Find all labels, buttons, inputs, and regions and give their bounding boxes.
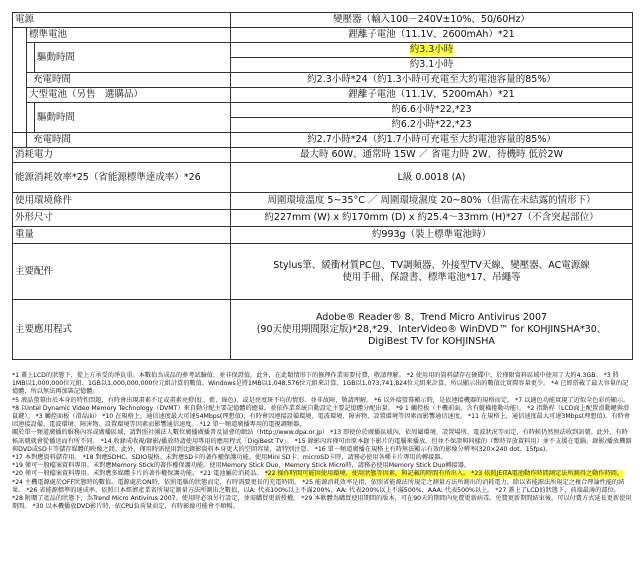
footnote-block: *5 液晶螢幕由於本身的特性問題，有時會出現畫素不足或畫素亮燈(紅、藍、綠色)，或是亮度斑不均的情形。並非故障，敬請理解。 *6 以外接螢幕顯示時，是依連接機器的規格而定。 *7 以適色功能實現了近似全色彩的顯示。 *8 以Intel Dynamic Video Memory Technology（DVMT）來自動分配主要記憶體的總量，並依作業系統自動設定主要記憶體分配出量。 *9 1 觸控板（主機前面、含有縱橫捲動功能）。 *2 指點桿（LCD面上配置滑動鍵與滑鼠鍵）。 *3 觸控面板（滑晶面） *10 在規格上，通信速度最大可達54Mbps(理想值)，有時會因連接設備環境、電波環境、障害物、設置環境等因素而影響通信速度。 *11 在規格上，通信速度最大可達3Mbps(理想值)。有時會因連接設備、電波環境、障害物、設置環境等因素而影響通信速度。 *12 單一頻道廣播專用的電視調頻器。	[12, 396, 630, 429]
value-large-runtime-2: 約6.2小時*22,*23	[231, 118, 633, 133]
footnote-block: *1 蓋上LCD的狀態下，從上方承受的淨負重。本數值為成品的參考試驗值，並非保證值。此外，在此類情形下的修理作業需要付費，敬請理解。 *2 使用用的資料儲存在硬碟中，於僅限資料區域中使用了大約4.3GB。 *3 將1MB以1,000,000位元組、1GB以1,000,000,000位元組計算的數值。Windows是將1MB以1,048,576位元組來計算、1GB以1,073,741,824位元組來計算，所以顯示出的數值比實際容量更少。 *4 已經搭載了最大容量的記憶體，所以無法再加裝記憶體。	[12, 372, 629, 396]
footnote-highlight: *22 操作時間可能因使用環境、使用狀態等因素，與記載的時間有所出入。 *23 依照JEITA電池動作時間測定法所測得之動作時間。	[264, 470, 624, 478]
label-dimensions: 外形尺寸	[13, 210, 231, 227]
value-software-1: Adobe® Reader® 8、Trend Micro Antivirus 2007	[315, 311, 548, 323]
footnote-block: 關於單一頻道廣播的服務內容或廣播區域，請對照社團法人數位廣播廣播普及協會的網站（http://www.dpa.or.jp） *13 即使位於廣播區域內，依周圍環境、設置場所、電波狀況等而定，有時候仍然無法收到訊號。此外，有時候訊號就會從播送而有所不同。 *14 收錄成收視/錄影/播放時請使用專用的應用程式「DigiBest TV」。 *15 錄影內容僅可由原本錄下影片的電腦來播放。但並不保證與同樣的（暫時存放資料用）並不支援在電腦、錄影/播放機器與DVD或SD卡等儲存媒體的映像之間。此外，僅用時需使用到比錄影資料本身更大的空間容量，請特別注意。 *16 單一頻道廣播在規格上有時無法顯示有效的影像分辨率(320×240 dot、15fps)。	[12, 429, 632, 453]
label-std-runtime: 驅動時間	[35, 43, 231, 73]
value-dimensions: 約227mm (W) x 約170mm (D) x 約25.4～33mm (H)*27（不含突起部位）	[231, 210, 633, 227]
value-accessories-2: 使用手冊、保證書、標準電池*17、吊繩等	[342, 271, 521, 283]
value-large-runtime-1: 約6.6小時*22,*23	[231, 103, 633, 118]
value-std-runtime-2: 約3.1小時	[231, 58, 633, 73]
footnote-block: *20 僅可一般檔案資料專用。未對應多媒體卡片的著作權保護功能。 *21 電池屬於消耗品。	[12, 470, 263, 478]
label-large-battery: 大型電池（另售 選購品）	[27, 88, 231, 103]
value-accessories-1: Stylus筆、緩衝材質PC包、TV調頻器、外接型TV天線、變壓器、AC電源線	[273, 259, 590, 271]
label-large-charge: 充電時間	[27, 133, 231, 148]
spec-table	[12, 12, 633, 360]
label-energy-efficiency: 能源消耗效率*25（省能源標準達成率）*26	[13, 163, 231, 193]
label-weight: 重量	[13, 227, 231, 244]
value-power-consumption: 最大時 60W、通常時 15W ／ 省電力時 2W、待機時 低於2W	[231, 148, 633, 163]
label-power: 電源	[13, 13, 231, 28]
value-weight: 約993g（裝上標準電池時）	[231, 227, 633, 244]
value-large-battery: 鋰離子電池（11.1V、5200mAh）*21	[231, 88, 633, 103]
value-environment: 周圍環境溫度 5~35°C ／ 周圍環境濕度 20~80%（但需在未結露的情形下）	[231, 193, 633, 210]
footnote-block: *17 本對應資料儲存用。 *18 對應SDHC、SDIO規格。未對應SD卡的著作權保護功能。使用Mini SD卡、microSD卡時，請務必使用各種卡片專用的轉接器。	[12, 454, 447, 462]
value-large-charge: 約2.7小時*24（約1.7小時可充電至大約電池容量的85%）	[231, 133, 633, 148]
footnotes	[12, 372, 632, 511]
footnote-block: *24 主機電源處於OFF狀態時的數值。電源處於ON時，依照電腦的狀態而定，有時需要更長的充電時間。 *25 能源消耗效率是指，依照省能源法所規定之測量方法所測出的消耗電力，除以省能源法所規定之複合理論性能的結果。 *26 省能源標準的達成率。依照日本經濟產業省所規定測量方法所測出之數值，以A: 代表100%以上不滿200%、AA: 代表200%以上不滿500%、AAA: 代表500%以上。 *27 蓋上了LCD的狀態下，前端最薄的部位。 *28 附贈了產品的狀態下，為Trend Micro Antivirus 2007。使用時必須另行設定，並需購買更新授權。 *29 本軟體為購買使用期間的版本，可在90天的期間內免費更新病毒。免費更新期間結束後，可以付費方式延長更新使用期間。 *30 以本機播放DVD影片時，依CPU負荷量而定，有時影像可能會不順暢。	[12, 478, 632, 511]
value-software-2: (90天使用期間限定版)*28,*29、InterVideo® WinDVD™ for KOHJINSHA*30、	[256, 323, 607, 335]
label-std-charge: 充電時間	[27, 73, 231, 88]
label-std-battery: 標準電池	[27, 28, 231, 43]
label-large-runtime: 驅動時間	[35, 103, 231, 133]
label-accessories: 主要配件	[13, 244, 231, 300]
value-software-3: DigiBest TV for KOHJINSHA	[368, 335, 495, 347]
value-std-charge: 約2.3小時*24（約1.3小時可充電至大約電池容量的85%）	[231, 73, 633, 88]
footnote-block: *19 僅可一般檔案資料專用。未對應Memory Stick的著作權保護功能。使用Memory Stick Duo、Memory Stick Micro時，請務必使用Memory Stick Duo轉接器。	[12, 462, 471, 470]
label-environment: 使用環境條件	[13, 193, 231, 210]
value-power: 變壓器（輸入100－240V±10%、50/60Hz）	[231, 13, 633, 28]
value-energy-efficiency: L級 0.0018 (A)	[231, 163, 633, 193]
label-power-consumption: 消耗電力	[13, 148, 231, 163]
value-std-battery: 鋰離子電池（11.1V、2600mAh）*21	[231, 28, 633, 43]
label-software: 主要應用程式	[13, 300, 231, 360]
value-std-runtime-1: 約3.3小時	[409, 44, 454, 55]
